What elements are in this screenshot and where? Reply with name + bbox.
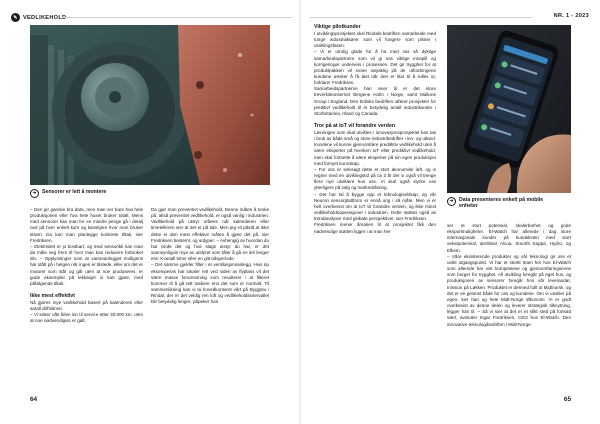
paragraph: – Det har tid å bygge opp et teknologiselskap, og vår Neuron sensorplattform er ennå ung i så måte. Men vi er helt overbevist om at IoT vil forandre verden, og ikke minst vedlikeholdsoperasjoner i industrien. Dette støttes også av trendanalyser med globale perspektiver, sier Fredriksen. <box>314 191 436 222</box>
paragraph: – Det samme gjelder filter i et ventilasjonsanlegg. Hvis du eksempelvis har lokaler rett ved siden av flyplass vil det være masse forurensning som resulterer i at filteret kommer til å gå tett raskere enn det som er normalt. Til sammenlikning kan vi ta hovedkontoret vårt på Byggstu i Rindal, der er det veldig ren luft og vedlikeholdsintervallet blir betydelig lengre, påpeker han. <box>151 262 269 305</box>
photo-callout-text: Data presenteres enkelt på mobile enheter <box>459 197 544 210</box>
subheading: Tror på at IoT vil forandre verden <box>314 123 396 130</box>
phone-photo <box>447 25 571 193</box>
paragraph: Nå gjøres mye vedlikehold basert på kalenderen eller antall driftstimer. <box>30 299 143 312</box>
article-column-3 <box>314 24 436 391</box>
section-title: VEDLIKEHOLD <box>23 14 67 21</box>
paragraph: ser et stort potensial, skalerbarhet og gode eksportmuligheter. El-Watch har allerede i dag store internasjonale kunder på kundelisten med stort vekstpotensial, deriblant Alcoa, Smurfit Kappa, Hydro, og Elkem. <box>447 223 571 253</box>
paragraph: – Vi er utrolig glade for å ha med oss så dyktige samarbeidspartnere som vil gi oss viktige innspill og korrigeringer underveis i prosessen. Det gir trygghet for at produktpakken vil svare nøyaktig på de utfordringene kundene ønsker å få løst når den er klar til å rulles ut, forklarer Fredriksen. <box>314 49 436 86</box>
paragraph: Fredriksen mener årsaken til at prosjektet fikk den nødvendige støtten ligger i at man her <box>314 222 436 234</box>
article-column-2 <box>151 207 269 391</box>
article-column-1 <box>30 207 143 391</box>
sensor-photo <box>30 25 270 185</box>
page-number-left: 64 <box>30 396 38 403</box>
paragraph: – Den gir ganske bra data, men man ser bare hva hele produksjonen eller hva hele huset bruker totalt. Mens med sensorer kan man for en mindre penge gå i detalj ned på hver enkelt kurs og kanskjere hvor man bruker strøm. Da kan man planlegge konkrete tiltak, sier Fredriksen. <box>30 207 143 243</box>
section-header <box>11 13 66 22</box>
photo-callout <box>447 197 547 210</box>
paragraph: – Våre eksisterende produkter og vår teknologi gir oss et unikt utgangspunkt. Vi har et sterkt team her hos El-Watch som allerede har vist kompetanse og gjennomføringsevne som borger for trygghet. All utvikling foregår på eget hus, og produksjonen av sensorer foregår hos vår leverandør, Inission på Løkken. Produktet er dermed fullt ut Midtnorsk, og det er en gevinst både for oss og kundene. Om vi utvikler på egen, sier han og hele Midt-Norge Økonomi. Vi er godt overbevist av denne delen og leverer strategisk tilknytning, legger han til. – Så vi sier at det er et slikt sted på fortsatt vært, avslutter Ingar Fredriksen, CEO hos El-Watch. Den innovative teknologibedriften i Midt-Norge. <box>447 253 571 327</box>
paragraph: – For oss er selvsagt dette et stort økonomisk løft, og vi regner med en utviklingstid på ca 3 år der vi også vil trenge flere nye utviklere hos oss. Vi skal også styrke oss ytterligere på salg og markedsføring. <box>314 166 436 191</box>
paragraph: Samarbeidspartnerne han viser til er det store treverkskonsernet Bergene Holm i Norge, samt Mallone Group i England. Den britiske bedriften utfører prosjekter for preditivt vedlikehold til et betydelig antall industrikunder i Storbritannia, Irland og Canada. <box>314 86 436 116</box>
arrow-right-icon: ➔ <box>30 189 39 198</box>
paragraph: Da gjør man preventivt vedlikehold. Denne måten å tenke på, altså preventivt vedlikehold, er også vanlig i industrien. Vedlikehold på utstyr utføres når kalenderen eller timetelleren sier at det er på tide. Men jeg vil påstå at ikke dette er den mest effektive måten å gjøre det på, sier Fredriksen bestemt, og utdyper: – Avhengig av hvordan du har brukt det og hva slags utstyr du har, er det sannsynligvis mye av utstyret som tåler å gå en del lenger enn X-antall timer eller en gitt tidsperiode. <box>151 207 269 262</box>
paragraph: – Elektrisitet er jo kostbart, og med sensorikk kan man da måle seg frem til hvor man kan redusere forbruket sitt. – Opplysninger som at varmeanlegget mulligens har stått på i helgen når ingen er tilstede, eller om det er motorer som står og går uten at noe produseres, er gode eksempler på lekkasjer vi kan gjøre, med påfølgende tiltak. <box>30 243 143 286</box>
subheading: Viktige pilotkunder <box>314 24 361 30</box>
arrow-left-icon: ➔ <box>447 197 456 206</box>
photo-caption-text: Sensorer er lett å montere <box>42 189 107 195</box>
issue-number: NR. 1 - 2023 <box>553 13 589 19</box>
paragraph: I utviklingsprosjektet skal Rindals-bedriften samarbeide med tunge industriaktører som vil fungere som piloter i utviklingsfasen. <box>314 30 436 49</box>
subheading: Ikke mest effektivt <box>30 293 75 300</box>
wrench-icon: ✎ <box>11 13 20 22</box>
header-rule-right <box>310 17 532 18</box>
paragraph: Løsningen som skal utvikles i innovasjonsprosjektet kan tas i bruk av både små og store industribedrifter i inn- og utland. Kundene vil kunne gjennomføre preditktiv vedlikehold uten å være eksperter på hverken IoT eller prediktivt vedlikehold, men skal fortsette å være eksperter på sin egen produksjon med fornyet kunnskap. <box>314 130 436 166</box>
article-column-4 <box>447 223 571 391</box>
page-gutter <box>299 0 301 424</box>
paragraph: – Vi setter ofte bilen inn til service etter 30.000 km, uten at noe nødvendigvis er galt. <box>30 312 143 324</box>
header-rule-left <box>62 17 292 18</box>
page-number-right: 65 <box>563 396 571 403</box>
photo-caption <box>30 189 230 198</box>
